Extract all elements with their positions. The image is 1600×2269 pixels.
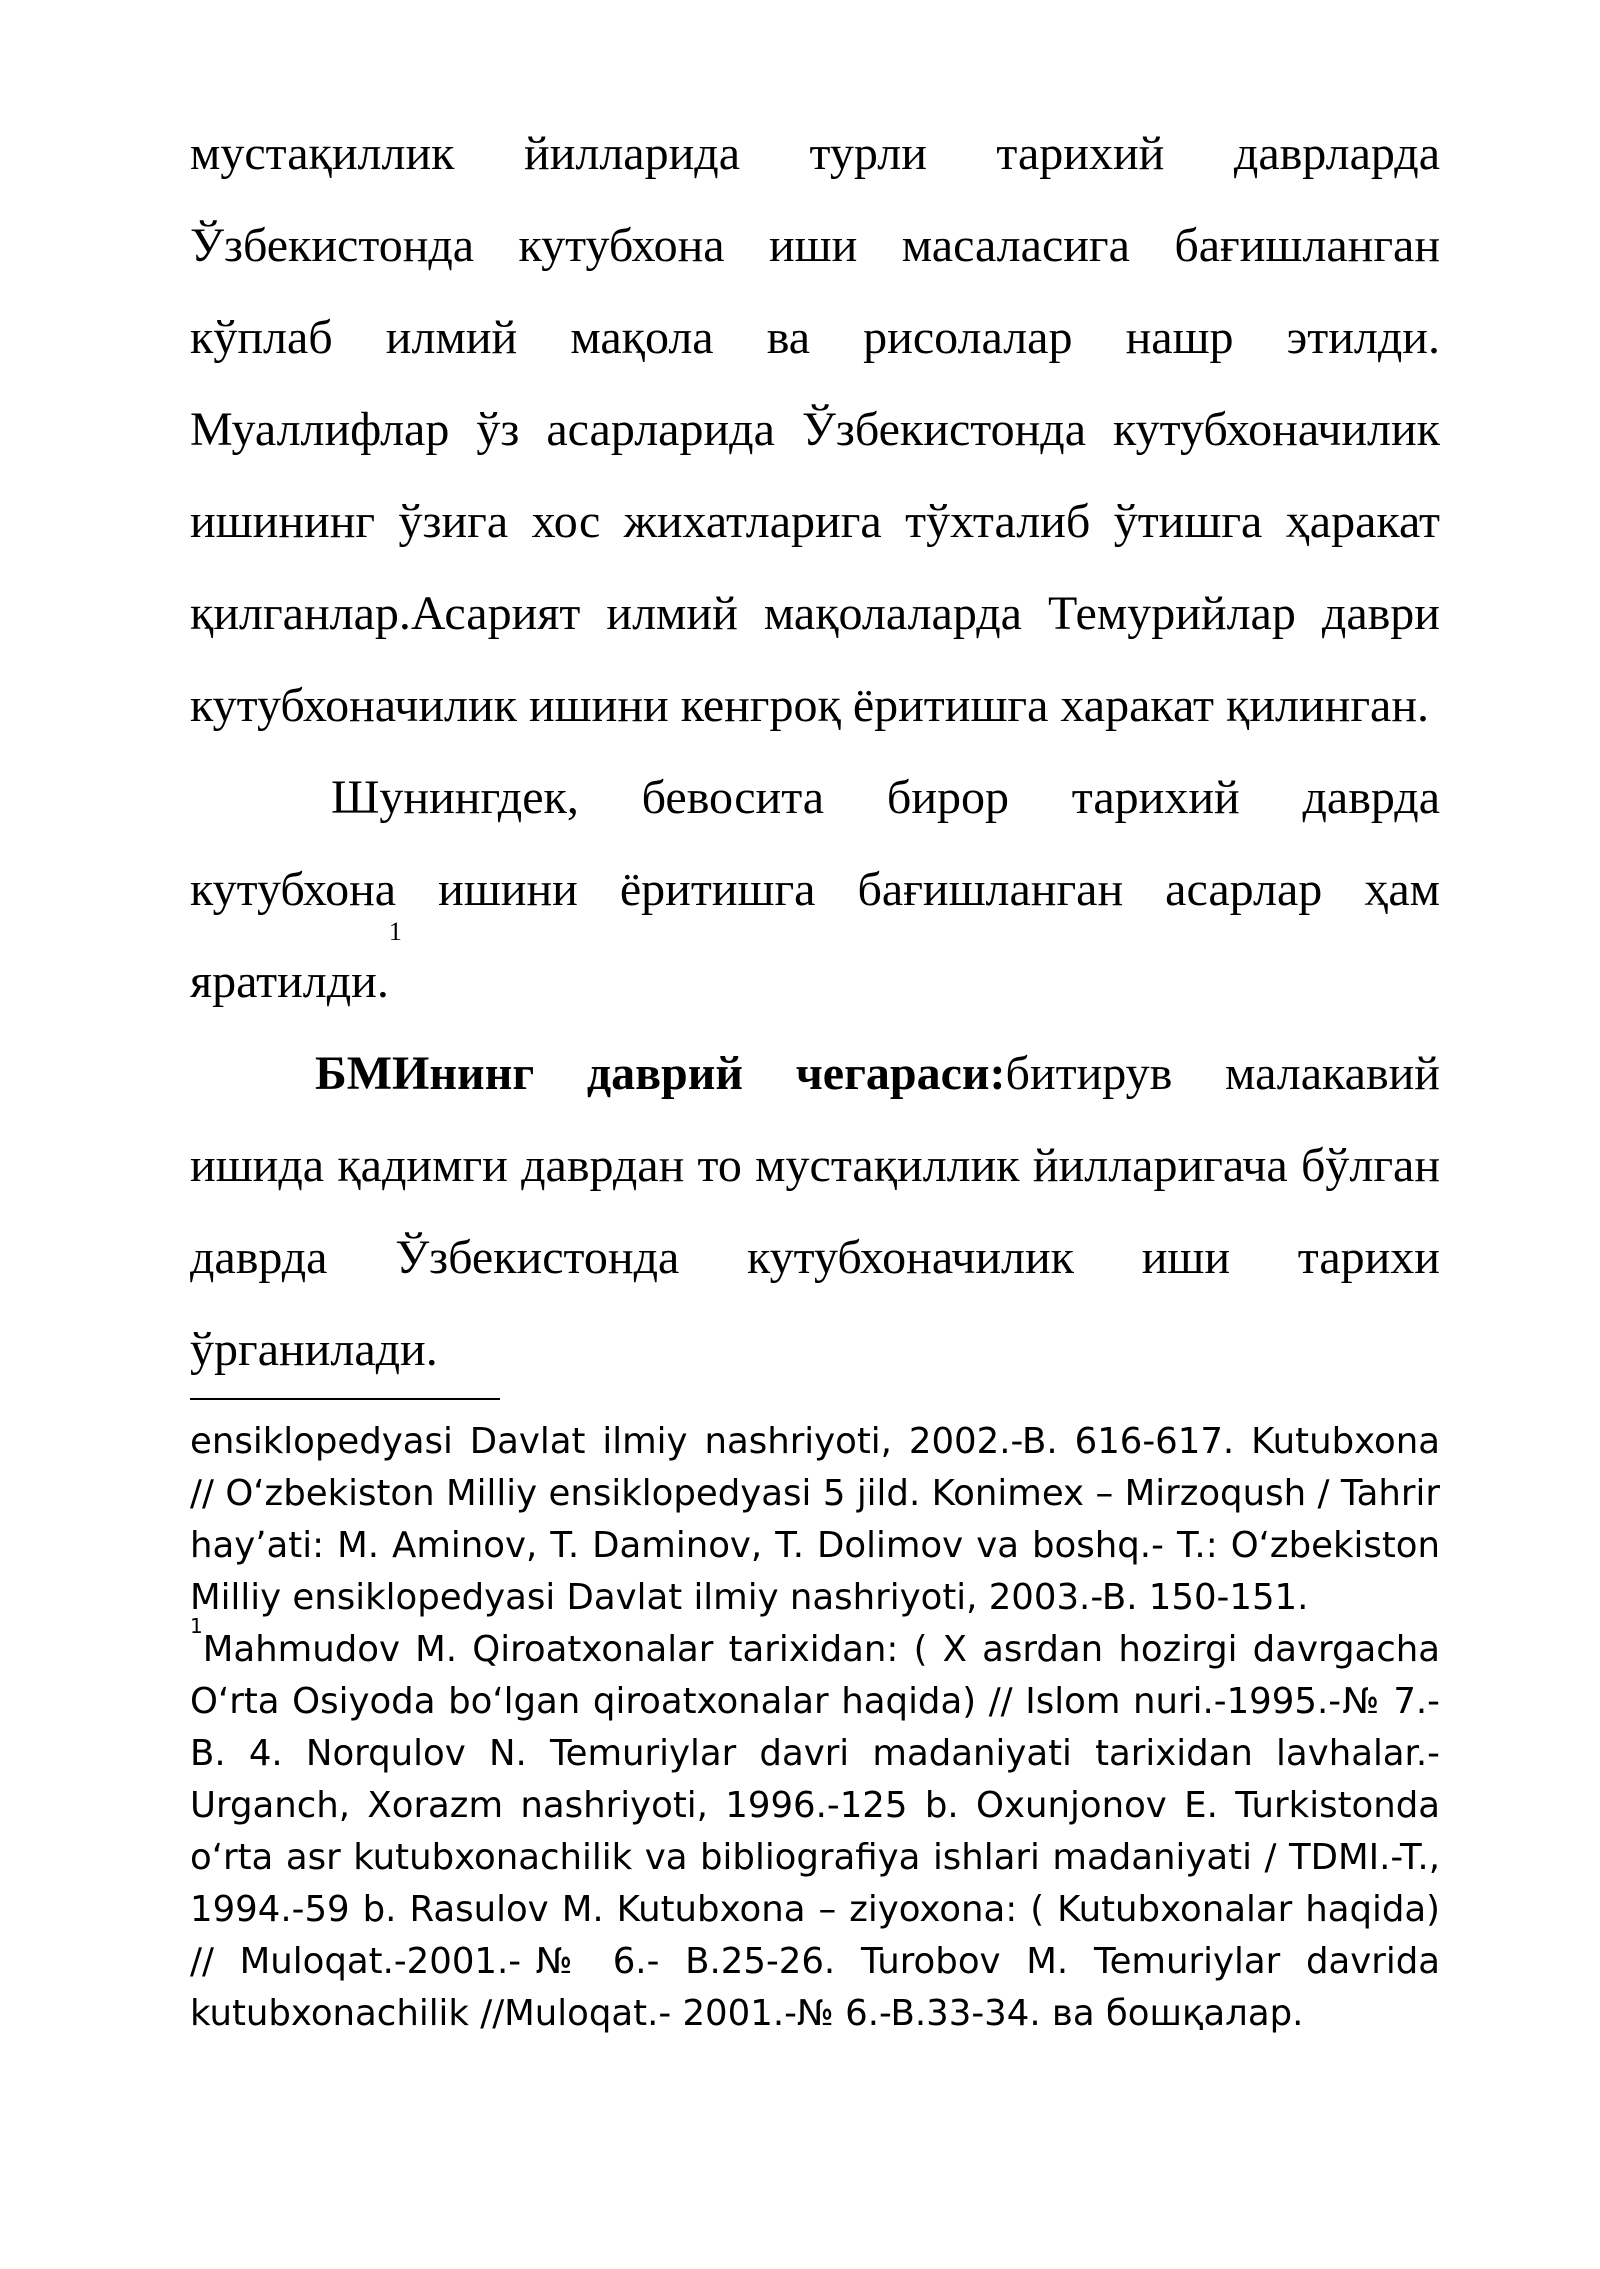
footnote-1-mark: 1 (190, 1614, 203, 1638)
document-page (190, 108, 1440, 2040)
footnote-reference[interactable]: 1 (388, 917, 402, 946)
footnote-1-text: Mahmudov M. Qiroatxonalar tarixidan: ( X asrdan hozirgi davrgacha O‘rta Osiyoda bo‘lgan qiroatxonalar haqida) // Islom nuri.-1995.-№ 7.- B. 4. Norqulov N. Temuriylar davri madaniyati tarixidan lavhalar.-Urganch, Xorazm nashriyoti, 1996.-125 b. Oxunjonov E. Turkistonda o‘rta asr kutubxonachilik va bibliografiya ishlari madaniyati / TDMI.-T., 1994.-59 b. Rasulov M. Kutubxona – ziyoxona: ( Kutubxonalar haqida) // Muloqat.-2001.-№ 6.- B.25-26. Turobov M. Temuriylar davrida kutubxonachilik //Muloqat.- 2001.-№ 6.-B.33-34. ва бошқалар. (190, 1629, 1440, 2034)
footnotes-section (190, 1416, 1440, 2040)
paragraph-period-scope (190, 1028, 1440, 1396)
paragraph-works-created (190, 752, 1440, 1028)
footnote-1 (190, 1614, 1440, 2040)
footnote-continued: ensiklopedyasi Davlat ilmiy nashriyoti, 2002.-B. 616-617. Kutubxona // O‘zbekiston Milliy ensiklopedyasi 5 jild. Konimex – Mirzoqush / Tahrir hay’ati: M. Aminov, T. Daminov, T. Dolimov va boshq.- T.: O‘zbekiston Milliy ensiklopedyasi Davlat ilmiy nashriyoti, 2003.-B. 150-151. (190, 1421, 1440, 1618)
period-scope-text: битирув малакавий ишида қадимги даврдан то мустақиллик йилларигача бўлган даврда Ўзбекистонда кутубхоначилик иши тарихи ўрганилади. (190, 1047, 1440, 1376)
period-scope-heading: БМИнинг даврий чегараси: (315, 1047, 1006, 1100)
paragraph-works-created-text: Шунингдек, бевосита бирор тарихий даврда кутубхона ишини ёритишга бағишланган асарлар ҳам яратилди. (190, 771, 1440, 1008)
footnote-separator (190, 1398, 500, 1400)
paragraph-intro: мустақиллик йилларида турли тарихий даврларда Ўзбекистонда кутубхона иши масаласига бағишланган кўплаб илмий мақола ва рисолалар нашр этилди. Муаллифлар ўз асарларида Ўзбекистонда кутубхоначилик ишининг ўзига хос жихатларига тўхталиб ўтишга ҳаракат қилганлар.Асарият илмий мақолаларда Темурийлар даври кутубхоначилик ишини кенгроқ ёритишга харакат қилинган. (190, 127, 1440, 732)
